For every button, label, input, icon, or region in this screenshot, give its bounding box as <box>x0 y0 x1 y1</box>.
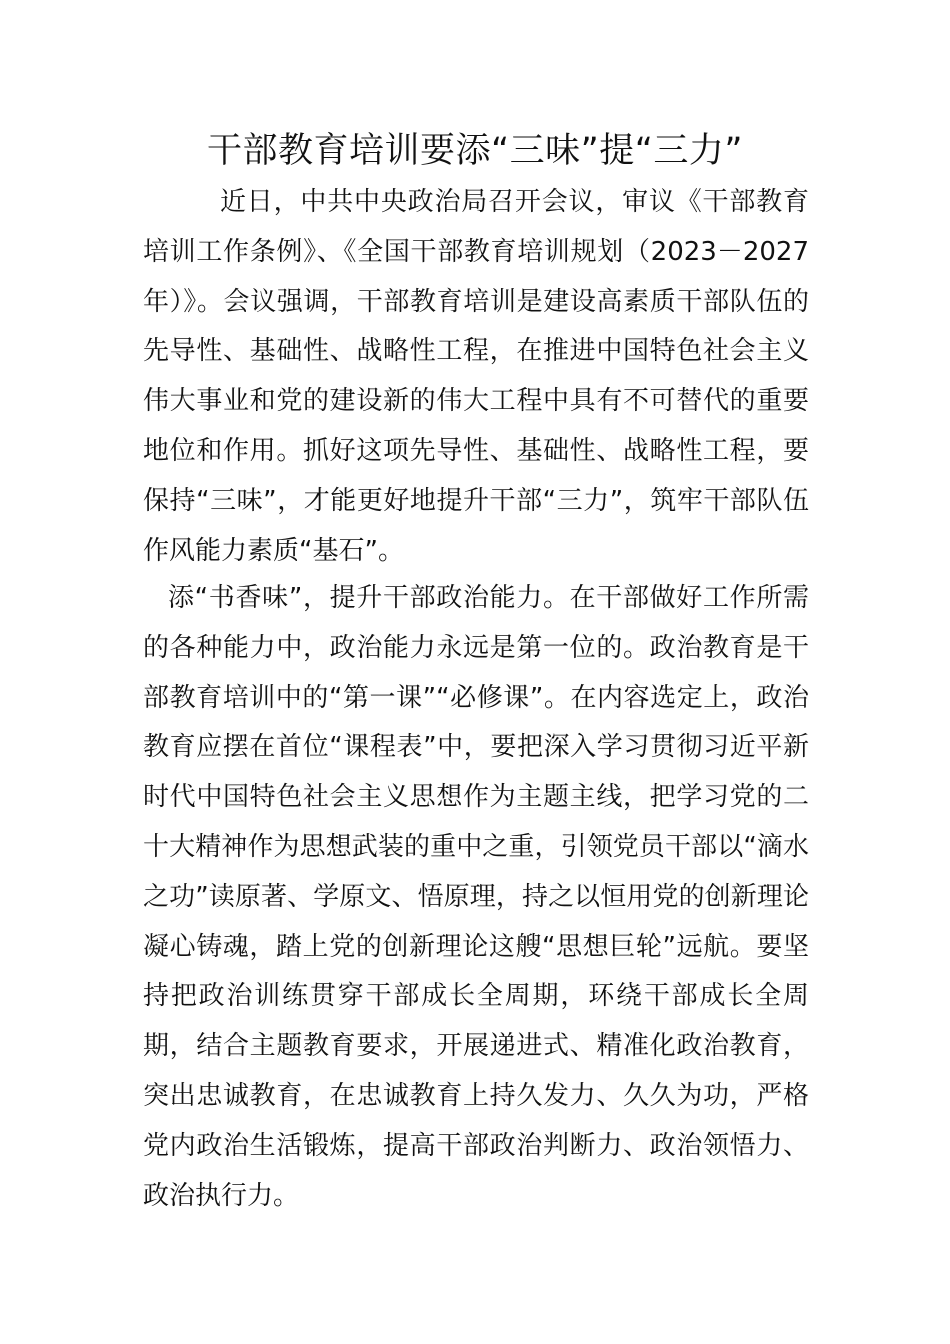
paragraph-intro: 近日，中共中央政治局召开会议，审议《干部教育培训工作条例》、《全国干部教育培训规划（2023－2027年）》。会议强调，干部教育培训是建设高素质干部队伍的先导性、基础性、战略性工程，在推进中国特色社会主义伟大事业和党的建设新的伟大工程中具有不可替代的重要地位和作用。抓好这项先导性、基础性、战略性工程，要保持“三味”，才能更好地提升干部“三力”，筑牢干部队伍作风能力素质“基石”。 <box>143 187 809 566</box>
paragraph-political-ability: 添“书香味”，提升干部政治能力。在干部做好工作所需的各种能力中，政治能力永远是第一位的。政治教育是干部教育培训中的“第一课”“必修课”。在内容选定上，政治教育应摆在首位“课程表”中，要把深入学习贯彻习近平新时代中国特色社会主义思想作为主题主线，把学习党的二十大精神作为思想武装的重中之重，引领党员干部以“滴水之功”读原著、学原文、悟原理，持之以恒用党的创新理论凝心铸魂，踏上党的创新理论这艘“思想巨轮”远航。要坚持把政治训练贯穿干部成长全周期，环绕干部成长全周期，结合主题教育要求，开展递进式、精准化政治教育，突出忠诚教育，在忠诚教育上持久发力、久久为功，严格党内政治生活锻炼，提高干部政治判断力、政治领悟力、政治执行力。 <box>143 583 809 1211</box>
document-title: 干部教育培训要添“三味”提“三力” <box>206 131 744 171</box>
